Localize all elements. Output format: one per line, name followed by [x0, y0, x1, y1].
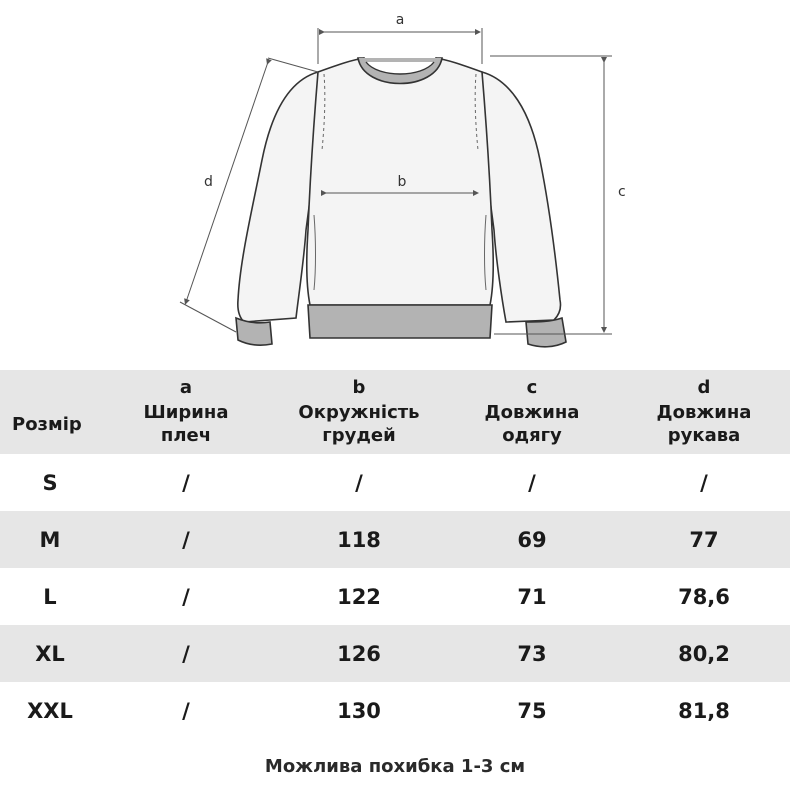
cell-size — [0, 511, 100, 568]
cell-c: 75 — [517, 698, 547, 723]
cell-d: 77 — [689, 527, 719, 552]
header-col-b — [272, 370, 446, 454]
tolerance-note: Можлива похибка 1-3 см — [264, 756, 526, 777]
header-letter-b: b — [352, 377, 366, 398]
header-letter-c: c — [526, 377, 538, 398]
cell-size — [0, 625, 100, 682]
size-value: L — [43, 584, 57, 609]
header-name-d: Довжина рукава — [656, 402, 752, 446]
cell-b: 118 — [337, 527, 381, 552]
cell-a: / — [182, 470, 190, 495]
table-row — [0, 682, 790, 739]
cell-c: 69 — [517, 527, 547, 552]
cell-a: / — [182, 527, 190, 552]
header-name-b: Окружність грудей — [298, 402, 420, 446]
dim-label-a: a — [395, 12, 405, 28]
cell-b: 130 — [337, 698, 381, 723]
right-cuff — [526, 318, 566, 347]
table-row — [0, 454, 790, 511]
left-cuff — [236, 318, 272, 345]
cell-a: / — [182, 698, 190, 723]
cell-d: 78,6 — [678, 584, 730, 609]
table-row — [0, 511, 790, 568]
sweatshirt-drawing — [0, 0, 790, 362]
cell-size — [0, 454, 100, 511]
dim-label-d: d — [204, 174, 213, 190]
cell-d: 81,8 — [678, 698, 730, 723]
header-name-a: Ширина плеч — [143, 402, 229, 446]
size-value: M — [39, 527, 61, 552]
dim-label-c: c — [618, 184, 626, 200]
size-value: S — [42, 470, 58, 495]
header-col-c — [446, 370, 618, 454]
cell-b: / — [355, 470, 363, 495]
cell-size — [0, 682, 100, 739]
header-col-a — [100, 370, 272, 454]
header-letter-a: a — [179, 377, 193, 398]
cell-d: 80,2 — [678, 641, 730, 666]
right-sleeve — [482, 72, 561, 322]
header-size: Розмір — [12, 413, 82, 435]
cell-b: 126 — [337, 641, 381, 666]
cell-c: 73 — [517, 641, 547, 666]
cell-c: / — [528, 470, 536, 495]
cell-d: / — [700, 470, 708, 495]
table-header — [0, 370, 790, 454]
cell-a: / — [182, 641, 190, 666]
dim-label-b: b — [397, 174, 407, 190]
cell-c: 71 — [517, 584, 547, 609]
size-value: XXL — [27, 698, 73, 723]
header-col-d — [618, 370, 790, 454]
cell-b: 122 — [337, 584, 381, 609]
header-letter-d: d — [697, 377, 711, 398]
table-row — [0, 568, 790, 625]
sweatshirt-measurement-diagram — [0, 0, 790, 362]
hem-band — [308, 305, 492, 338]
size-chart-table — [0, 370, 790, 739]
header-name-c: Довжина одягу — [484, 402, 580, 446]
cell-a: / — [182, 584, 190, 609]
table-row — [0, 625, 790, 682]
table-body — [0, 454, 790, 739]
size-value: XL — [35, 641, 65, 666]
cell-size — [0, 568, 100, 625]
left-sleeve — [238, 72, 318, 322]
